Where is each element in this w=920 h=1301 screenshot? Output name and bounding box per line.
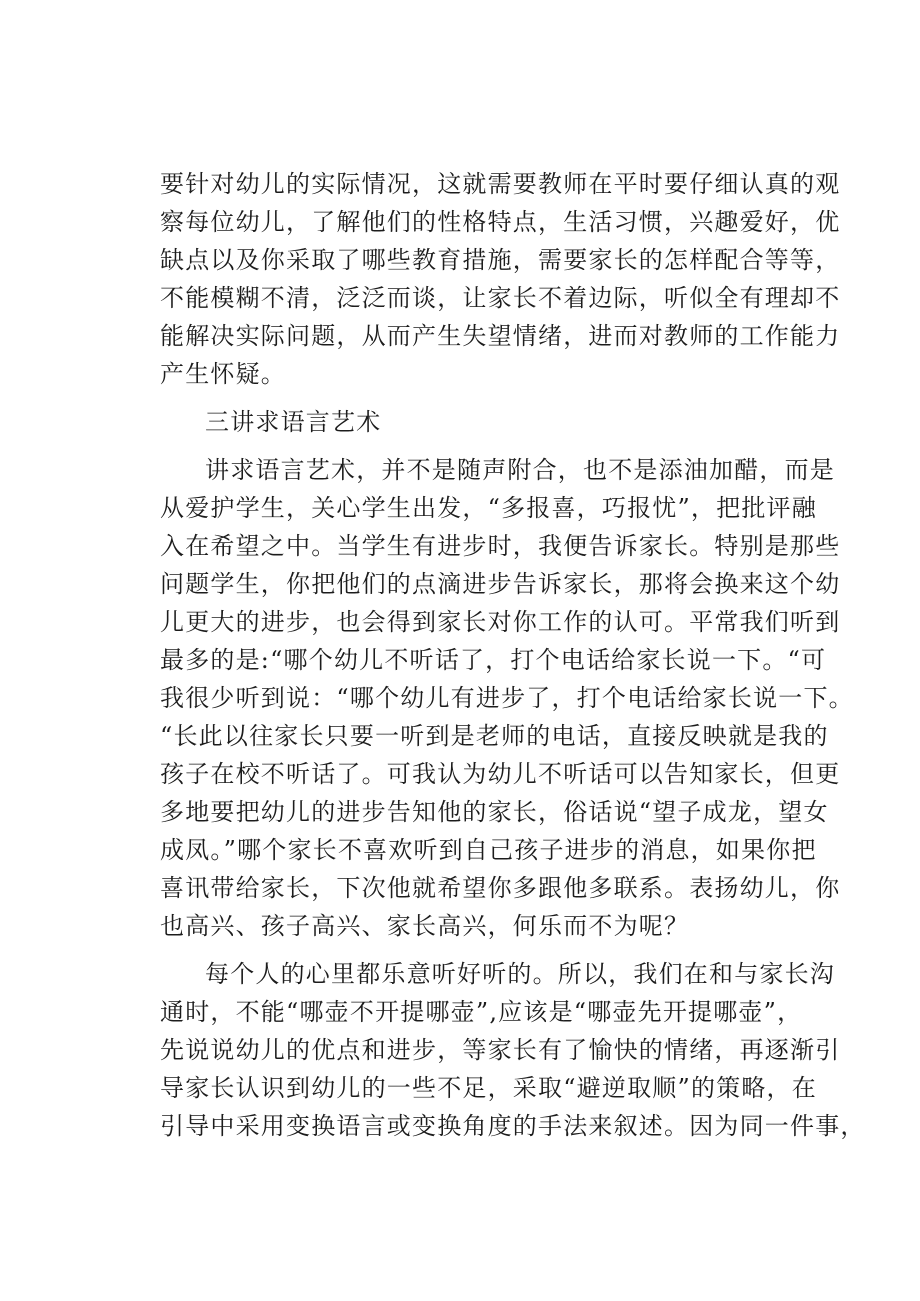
section-heading: 三讲求语言艺术 bbox=[205, 408, 382, 436]
paragraph-line: 要针对幼儿的实际情况，这就需要教师在平时要仔细认真的观 bbox=[160, 170, 841, 198]
paragraph-line: 喜讯带给家长，下次他就希望你多跟他多联系。表扬幼儿，你 bbox=[160, 874, 841, 902]
paragraph-line: 问题学生，你把他们的点滴进步告诉家长，那将会换来这个幼 bbox=[160, 570, 841, 598]
paragraph-line: 察每位幼儿，了解他们的性格特点，生活习惯，兴趣爱好，优 bbox=[160, 208, 841, 236]
paragraph-line: 最多的是:“哪个幼儿不听话了，打个电话给家长说一下。“可 bbox=[160, 646, 827, 674]
paragraph-line: 入在希望之中。当学生有进步时，我便告诉家长。特别是那些 bbox=[160, 532, 841, 560]
paragraph-line: 讲求语言艺术，并不是随声附合，也不是添油加醋，而是 bbox=[205, 456, 835, 484]
paragraph-line: “长此以往家长只要一听到是老师的电话，直接反映就是我的 bbox=[160, 722, 829, 750]
paragraph-line: 孩子在校不听话了。可我认为幼儿不听话可以告知家长，但更 bbox=[160, 760, 841, 788]
paragraph-line: 多地要把幼儿的进步告知他的家长，俗话说“望子成龙，望女 bbox=[160, 798, 829, 826]
paragraph-line: 引导中采用变换语言或变换角度的手法来叙述。因为同一件事， bbox=[160, 1112, 866, 1140]
paragraph-line: 产生怀疑。 bbox=[160, 360, 286, 388]
paragraph-line: 通时，不能“哪壶不开提哪壶”,应该是“哪壶先开提哪壶”， bbox=[160, 998, 803, 1026]
paragraph-line: 先说说幼儿的优点和进步，等家长有了愉快的情绪，再逐渐引 bbox=[160, 1036, 841, 1064]
paragraph-line: 每个人的心里都乐意听好听的。所以，我们在和与家长沟 bbox=[205, 960, 835, 988]
paragraph-line: 成凤。”哪个家长不喜欢听到自己孩子进步的消息，如果你把 bbox=[160, 836, 817, 864]
paragraph-line: 不能模糊不清，泛泛而谈，让家长不着边际，听似全有理却不 bbox=[160, 284, 841, 312]
paragraph-line: 从爱护学生，关心学生出发，“多报喜，巧报忧”，把批评融 bbox=[160, 494, 817, 522]
paragraph-line: 我很少听到说：“哪个幼儿有进步了，打个电话给家长说一下。 bbox=[160, 684, 854, 712]
paragraph-line: 能解决实际问题，从而产生失望情绪，进而对教师的工作能力 bbox=[160, 322, 841, 350]
paragraph-line: 缺点以及你采取了哪些教育措施，需要家长的怎样配合等等， bbox=[160, 246, 841, 274]
paragraph-line: 儿更大的进步，也会得到家长对你工作的认可。平常我们听到 bbox=[160, 608, 841, 636]
paragraph-line: 导家长认识到幼儿的一些不足，采取“避逆取顺”的策略，在 bbox=[160, 1074, 817, 1102]
paragraph-line: 也高兴、孩子高兴、家长高兴，何乐而不为呢？ bbox=[160, 912, 690, 940]
